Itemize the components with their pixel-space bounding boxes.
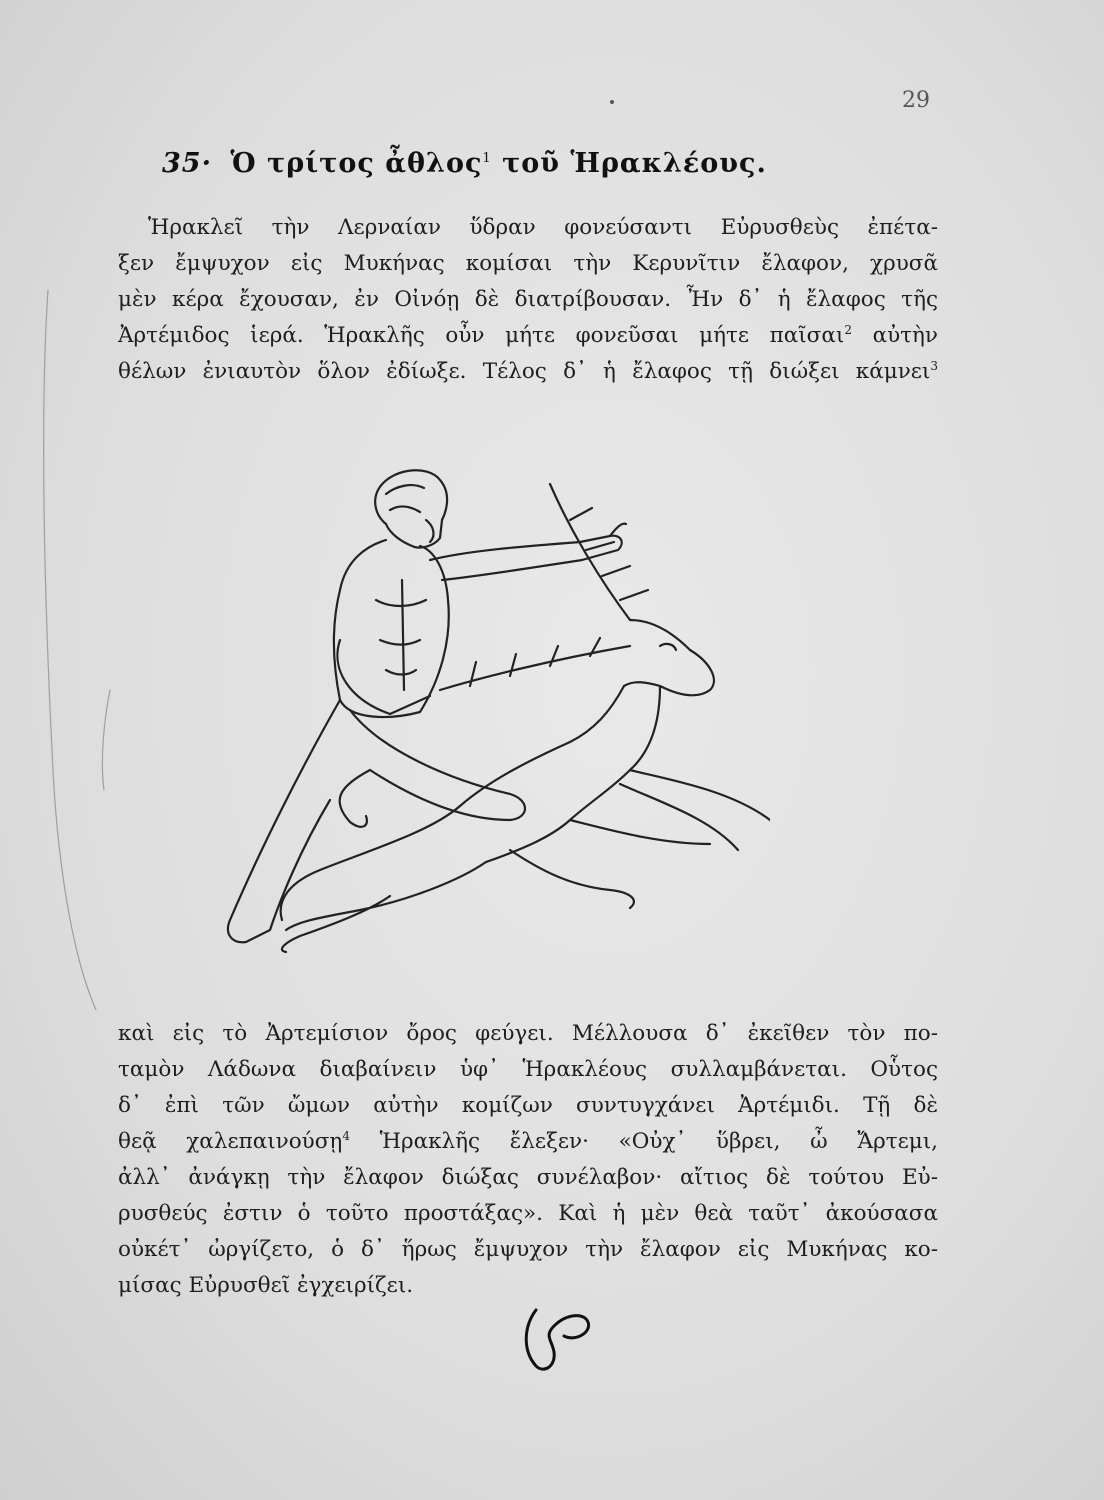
deer-head [624,620,714,695]
deer-hind-leg [282,862,486,952]
footnote-ref: 1 [482,151,492,166]
heracles-hind-illustration [190,450,770,990]
footnote-ref: 4 [342,1128,350,1143]
pencil-margin-marks [0,290,130,1010]
text-line: καὶ εἰς τὸ Ἀρτεμίσιον ὄρος φεύγει. Μέλλουσα δ᾽ ἐκεῖθεν τὸν πο- [118,1021,938,1046]
text-line: Ἡρακλεῖ τὴν Λερναίαν ὕδραν φονεύσαντι Εὐρυσθεὺς ἐπέτα- [148,215,938,240]
text-line: μίσας Εὐρυσθεῖ ἐγχειρίζει. [118,1273,414,1298]
paragraph-1 [118,210,938,390]
deer-body [281,686,624,920]
text-line: δ᾽ ἐπὶ τῶν ὤμων αὐτὴν κομίζων συντυγχάνει Ἀρτέμιδι. Τῇ δὲ [118,1093,938,1118]
heracles-arm [430,536,622,580]
handwritten-scribble [514,1296,594,1376]
heracles-leg [350,710,525,820]
speck [610,100,614,104]
heracles-back-leg [228,700,340,942]
deer-front-leg [620,770,770,862]
footnote-ref: 2 [844,322,852,337]
deer-antler [550,484,648,620]
text-line: θέλων ἐνιαυτὸν ὅλον ἐδίωξε. Τέλος δ᾽ ἡ ἔλαφος τῇ διώξει κάμνει$^3$ [118,358,938,384]
text-line: ἀλλ᾽ ἀνάγκῃ τὴν ἔλαφον διώξας συνέλαβον· αἴτιος δὲ τούτου Εὐ- [118,1165,938,1190]
text-line: Ἀρτέμιδος ἱερά. Ἡρακλῆς οὖν μήτε φονεῦσαι μήτε παῖσαι$^2$ αὐτὴν [118,322,938,348]
page-number: 29 [902,88,930,113]
chapter-title: Ὁ τρίτος ἆθλος [230,148,483,179]
text-line: ταμὸν Λάδωνα διαβαίνειν ὑφ᾽ Ἡρακλέους συλλαμβάνεται. Οὗτος [118,1057,938,1082]
heracles-lower-arm [337,640,430,714]
text-line: μὲν κέρα ἔχουσαν, ἐν Οἰνόῃ δὲ διατρίβουσαν. Ἦν δ᾽ ἡ ἔλαφος τῆς [118,287,938,312]
text-line: οὐκέτ᾽ ὠργίζετο, ὁ δ᾽ ἥρως ἔμψυχον τὴν ἔλαφον εἰς Μυκήνας κο- [118,1237,938,1262]
chapter-number: 35· [162,148,212,179]
text-line: ρυσθεύς ἐστιν ὁ τοῦτο προστάξας». Καὶ ἡ μὲν θεὰ ταῦτ᾽ ἀκούσασα [118,1201,938,1226]
text-line: ξεν ἔμψυχον εἰς Μυκήνας κομίσαι τὴν Κερυνῖτιν ἔλαφον, χρυσᾶ [118,251,938,276]
chapter-heading [162,148,922,179]
chapter-title-end: τοῦ Ἡρακλέους. [491,148,767,179]
text-line: θεᾷ χαλεπαινούσῃ$^4$ Ἡρακλῆς ἔλεξεν· «Οὐχ᾽ ὕβρει, ὦ Ἄρτεμι, [118,1128,938,1154]
footnote-ref: 3 [930,358,938,373]
deer-antler-rear [440,638,630,690]
paragraph-2 [118,1016,938,1304]
